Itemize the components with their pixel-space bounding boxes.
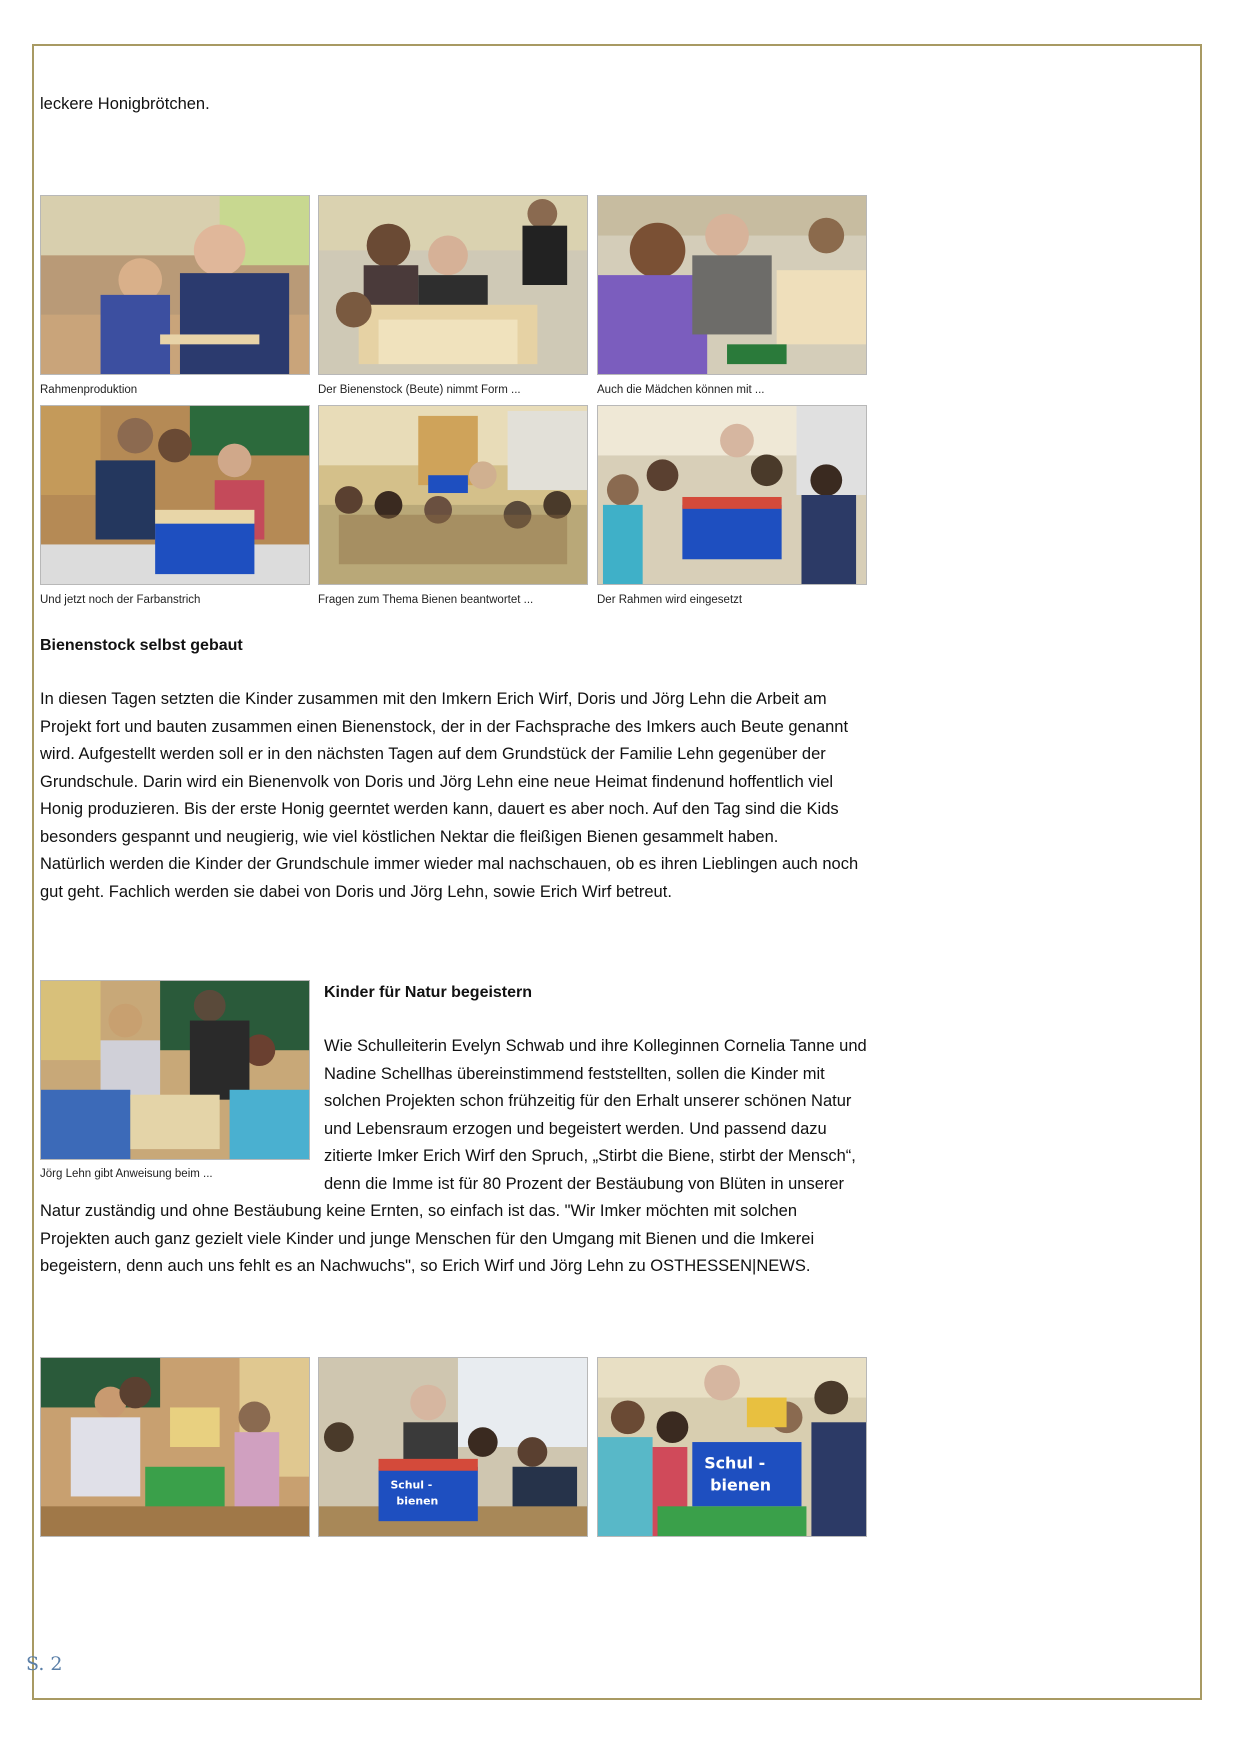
- section-side-text: [324, 1033, 884, 1198]
- body-line: Honig produzieren. Bis der erste Honig geerntet werden kann, dauert es aber noch. Auf den Tag sind die Kids: [40, 800, 839, 818]
- side-line: denn die Imme ist für 80 Prozent der Bestäubung von Blüten in unserer: [324, 1174, 845, 1193]
- photo-frame-production[interactable]: [40, 195, 310, 375]
- full-line: Projekten auch ganz gezielt viele Kinder und junge Menschen für den Umgang mit Bienen und die Imkerei: [40, 1229, 815, 1248]
- page-number: S. 2: [26, 1653, 63, 1675]
- photo-school-bees-sign[interactable]: [597, 1357, 867, 1537]
- photo-school-bees-hands[interactable]: [318, 1357, 588, 1537]
- caption-5: Fragen zum Thema Bienen beantwortet ...: [318, 594, 534, 606]
- section-full-text: [40, 1198, 890, 1281]
- svg-text:Schul -: Schul -: [390, 1478, 433, 1492]
- svg-text:Schul -: Schul -: [704, 1453, 766, 1473]
- body-line: besonders gespannt und neugierig, wie viel köstlichen Nektar die fleißigen Bienen gesammelt haben.: [40, 827, 779, 846]
- svg-text:bienen: bienen: [710, 1475, 772, 1495]
- body-line: Projekt fort und bauten zusammen einen Bienenstock, der in der Fachsprache des Imkers auch Beute genannt: [40, 717, 849, 736]
- section-heading-hive: Bienenstock selbst gebaut: [40, 637, 243, 654]
- photo-painted-hive[interactable]: [40, 1357, 310, 1537]
- photo-joerg-lehn[interactable]: [40, 980, 310, 1160]
- section-heading-nature: Kinder für Natur begeistern: [324, 984, 533, 1001]
- side-line: Nadine Schellhas übereinstimmend feststellten, sollen die Kinder mit: [324, 1064, 825, 1083]
- body-line: Natürlich werden die Kinder der Grundschule immer wieder mal nachschauen, ob es ihren Lieblingen auch noch: [40, 855, 859, 873]
- side-line: Wie Schulleiterin Evelyn Schwab und ihre Kolleginnen Cornelia Tanne und: [324, 1037, 867, 1055]
- body-line: gut geht. Fachlich werden sie dabei von Doris und Jörg Lehn, sowie Erich Wirf betreut.: [40, 882, 672, 901]
- caption-4: Und jetzt noch der Farbanstrich: [40, 594, 201, 606]
- svg-text:bienen: bienen: [396, 1494, 439, 1508]
- photo-hive-forming[interactable]: [318, 195, 588, 375]
- side-line: solchen Projekten schon frühzeitig für den Erhalt unserer schönen Natur: [324, 1092, 852, 1110]
- body-line: Grundschule. Darin wird ein Bienenvolk von Doris und Jörg Lehn eine neue Heimat findenund hoffentlich viel: [40, 772, 834, 791]
- caption-3: Auch die Mädchen können mit ...: [597, 384, 765, 396]
- caption-1: Rahmenproduktion: [40, 384, 138, 396]
- photo-frame-inserted[interactable]: [597, 405, 867, 585]
- photo-girls-building[interactable]: [597, 195, 867, 375]
- intro-line: leckere Honigbrötchen.: [40, 95, 210, 113]
- caption-6: Der Rahmen wird eingesetzt: [597, 594, 743, 606]
- body-line: wird. Aufgestellt werden soll er in den nächsten Tagen auf dem Grundstück der Familie Lehn gegenüber der: [40, 745, 826, 763]
- caption-2: Der Bienenstock (Beute) nimmt Form ...: [318, 384, 521, 396]
- side-line: zitierte Imker Erich Wirf den Spruch, „Stirbt die Biene, stirbt der Mensch“,: [324, 1147, 856, 1165]
- full-line: begeistern, denn auch uns fehlt es an Nachwuchs", so Erich Wirf und Jörg Lehn zu OSTHESSEN|NEWS.: [40, 1257, 811, 1275]
- photo-painting[interactable]: [40, 405, 310, 585]
- photo-bee-questions[interactable]: [318, 405, 588, 585]
- body-line: In diesen Tagen setzten die Kinder zusammen mit den Imkern Erich Wirf, Doris und Jörg Lehn die Arbeit am: [40, 690, 827, 708]
- side-line: und Lebensraum erzogen und begeistert werden. Und passend dazu: [324, 1119, 827, 1138]
- section-body-hive: [40, 686, 880, 906]
- caption-joerg: Jörg Lehn gibt Anweisung beim ...: [40, 1168, 213, 1180]
- full-line: Natur zuständig und ohne Bestäubung keine Ernten, so einfach ist das. "Wir Imker möchten mit solchen: [40, 1202, 798, 1220]
